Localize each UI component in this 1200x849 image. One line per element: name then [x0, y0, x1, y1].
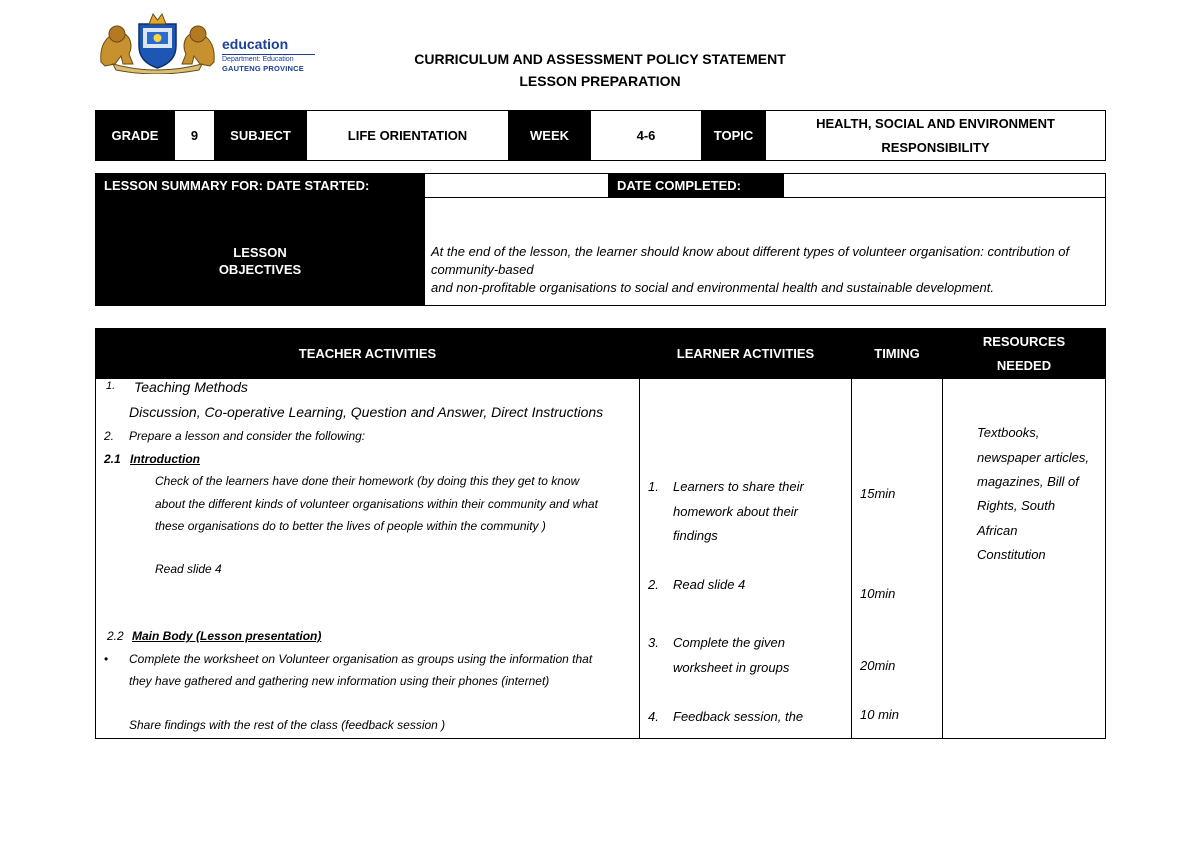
- subject-label: SUBJECT: [215, 111, 307, 161]
- learner-item4-number: 4.: [648, 709, 659, 724]
- activities-table: [95, 328, 1106, 739]
- page-title-line2: LESSON PREPARATION: [519, 73, 681, 89]
- objectives-text: [425, 198, 1106, 306]
- objectives-text-line2: and non-profitable organisations to social and environmental health and sustainable development.: [431, 279, 994, 295]
- section-2-1-title: Introduction: [130, 452, 200, 466]
- lesson-summary-table: [95, 173, 1106, 306]
- resources-line2: newspaper articles,: [977, 450, 1089, 465]
- timing-header: TIMING: [852, 329, 943, 379]
- resources-line6: Constitution: [977, 547, 1046, 562]
- section-2-2-title: Main Body (Lesson presentation): [132, 629, 322, 643]
- resources-line4: Rights, South: [977, 498, 1056, 513]
- resources-line3: magazines, Bill of: [977, 474, 1079, 489]
- bullet-line2: they have gathered and gathering new information using their phones (internet): [129, 674, 550, 688]
- logo-province-text: GAUTENG PROVINCE: [222, 64, 304, 73]
- section-2-1-slide: Read slide 4: [155, 562, 222, 576]
- timing-2: 10min: [860, 586, 896, 601]
- item2-text: Prepare a lesson and consider the following:: [129, 429, 366, 443]
- logo-department-text: Department: Education: [222, 56, 294, 63]
- learner-item3-line1: Complete the given: [673, 635, 786, 650]
- topic-value-line2: RESPONSIBILITY: [881, 139, 990, 155]
- page-title-line1: CURRICULUM AND ASSESSMENT POLICY STATEMENT: [414, 51, 786, 67]
- timing-cell: [852, 379, 943, 739]
- section-2-1-line2: about the different kinds of volunteer organisations within their community and what: [155, 497, 598, 511]
- bullet-icon: •: [104, 652, 109, 666]
- timing-4: 10 min: [860, 707, 900, 722]
- bullet-line1: Complete the worksheet on Volunteer organisation as groups using the information that: [129, 652, 593, 666]
- date-started-field[interactable]: [425, 174, 609, 198]
- item1-title: Teaching Methods: [134, 379, 248, 395]
- item1-number: 1.: [106, 380, 116, 392]
- share-findings-line: Share findings with the rest of the class (feedback session ): [129, 718, 446, 732]
- objectives-text-line1: At the end of the lesson, the learner should know about different types of volunteer organisation: contribution of community-based: [431, 243, 1070, 277]
- section-2-1-line1: Check of the learners have done their homework (by doing this they get to know: [155, 474, 580, 488]
- topic-value: [766, 111, 1106, 161]
- learner-item1-line2: homework about their: [673, 504, 799, 519]
- teacher-activities-cell: [96, 379, 640, 739]
- grade-value: 9: [175, 111, 215, 161]
- learner-item3-number: 3.: [648, 635, 659, 650]
- date-completed-label: DATE COMPLETED:: [609, 174, 784, 198]
- logo-brand-text: education: [222, 36, 289, 52]
- week-value: 4-6: [591, 111, 702, 161]
- grade-label: GRADE: [96, 111, 175, 161]
- objectives-label-line1: LESSON: [233, 244, 287, 260]
- learner-item1-number: 1.: [648, 479, 659, 494]
- learner-item3-line2: worksheet in groups: [673, 660, 790, 675]
- item2-number: 2.: [104, 429, 115, 443]
- section-2-1-number: 2.1: [104, 452, 121, 466]
- learner-activities-cell: [640, 379, 852, 739]
- subject-value: LIFE ORIENTATION: [307, 111, 509, 161]
- gauteng-education-logo: [95, 12, 325, 74]
- timing-3: 20min: [860, 658, 896, 673]
- objectives-label: [96, 198, 425, 306]
- summary-date-started-label: LESSON SUMMARY FOR: DATE STARTED:: [96, 174, 425, 198]
- objectives-label-line2: OBJECTIVES: [218, 261, 302, 277]
- learner-item1-line1: Learners to share their: [673, 479, 804, 494]
- teacher-activities-header: TEACHER ACTIVITIES: [96, 329, 640, 379]
- topic-value-line1: HEALTH, SOCIAL AND ENVIRONMENT: [816, 115, 1055, 131]
- week-label: WEEK: [509, 111, 591, 161]
- learner-item4-line1: Feedback session, the: [673, 709, 804, 724]
- learner-item2-number: 2.: [648, 577, 659, 592]
- section-2-2-number: 2.2: [107, 629, 124, 643]
- learner-activities-header: LEARNER ACTIVITIES: [640, 329, 852, 379]
- date-completed-field[interactable]: [784, 174, 1106, 198]
- lesson-info-table: [95, 110, 1106, 161]
- section-2-1-line3: these organisations do to better the lives of people within the community ): [155, 519, 546, 533]
- item1-text: Discussion, Co-operative Learning, Question and Answer, Direct Instructions: [129, 404, 604, 420]
- resources-header: [943, 329, 1106, 379]
- coat-of-arms-icon: [95, 12, 220, 74]
- resources-header-line2: NEEDED: [996, 357, 1052, 373]
- resources-line5: African: [977, 523, 1018, 538]
- learner-item1-line3: findings: [673, 528, 718, 543]
- resources-header-line1: RESOURCES: [982, 333, 1066, 349]
- timing-1: 15min: [860, 486, 896, 501]
- resources-line1: Textbooks,: [977, 425, 1040, 440]
- resources-cell: [943, 379, 1106, 739]
- learner-item2-line1: Read slide 4: [673, 577, 746, 592]
- topic-label: TOPIC: [702, 111, 766, 161]
